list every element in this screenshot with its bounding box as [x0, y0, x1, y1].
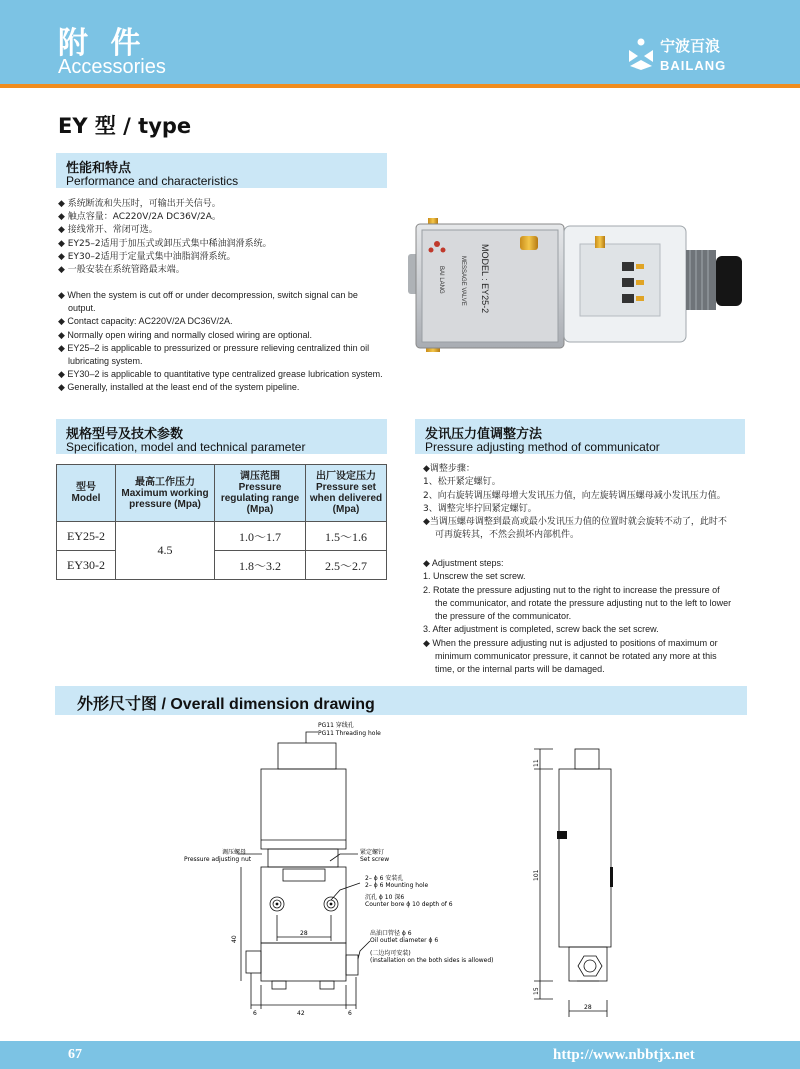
label-bore-en: Counter bore ϕ 10 depth of 6	[365, 901, 453, 908]
label-bore-cn: 沉孔 ϕ 10 深6	[365, 894, 405, 901]
list-item: ◆ 一般安装在系统管路最末端。	[58, 265, 185, 276]
dim-15: 15	[533, 987, 540, 995]
dim-40: 40	[231, 935, 238, 943]
list-item: ◆ EY30–2适用于定量式集中油脂润滑系统。	[58, 251, 236, 262]
performance-section-header	[56, 153, 387, 188]
list-item: ◆ When the system is cut off or under decompression, switch signal can be output.	[58, 290, 358, 314]
table-row: EY30-2 1.8～3.2 2.5～2.7	[57, 551, 387, 580]
table-header-max-pressure: 最高工作压力 Maximum working pressure (Mpa)	[116, 465, 215, 522]
list-item: ◆ Contact capacity: AC220V/2A DC36V/2A.	[58, 316, 233, 327]
table-header-range: 调压范围 Pressure regulating range (Mpa)	[215, 465, 306, 522]
label-both-cn: (二边均可安装)	[370, 950, 411, 957]
table-row: EY25-2 4.5 1.0～1.7 1.5～1.6	[57, 522, 387, 551]
adjust-title-cn: 发讯压力值调整方法	[425, 427, 543, 442]
list-item: ◆ EY25–2适用于加压式或卸压式集中稀油润滑系统。	[58, 238, 272, 249]
dim-28-side: 28	[584, 1004, 592, 1011]
label-both-en: (installation on the both sides is allowed)	[370, 957, 494, 964]
label-pg11-cn: PG11 穿线孔	[318, 722, 354, 729]
label-outlet-cn: 出油口管径 ϕ 6	[370, 930, 412, 937]
dim-101: 101	[533, 869, 540, 881]
photo-label-model: MODEL : EY25-2	[480, 244, 490, 314]
page-number: 67	[68, 1047, 82, 1062]
table-header-model: 型号 Model	[57, 465, 116, 522]
dim-28-front: 28	[300, 930, 308, 937]
max-pressure-cell: 4.5	[116, 522, 215, 580]
label-nut-en: Pressure adjusting nut	[184, 856, 252, 863]
brand-logo-icon	[626, 36, 656, 72]
list-item: ◆ 触点容量：AC220V/2A DC36V/2A。	[58, 212, 221, 223]
adjust-title-en: Pressure adjusting method of communicator	[425, 440, 660, 454]
performance-title-en: Performance and characteristics	[66, 174, 239, 188]
drawing-title: 外形尺寸图 / Overall dimension drawing	[77, 696, 375, 713]
performance-list-cn	[58, 198, 383, 277]
header-title-en: Accessories	[58, 56, 166, 78]
website-link[interactable]: http://www.nbbtjx.net	[553, 1047, 695, 1063]
spec-title-cn: 规格型号及技术参数	[66, 427, 184, 442]
dimension-drawing	[0, 715, 800, 1025]
table-header-set-pressure: 出厂设定压力 Pressure set when delivered (Mpa)	[306, 465, 387, 522]
spec-section-header	[56, 419, 387, 454]
page-title: EY 型 / type	[58, 114, 192, 138]
photo-label-msg: MESSAGE VALVE	[460, 256, 466, 306]
list-item: ◆ Generally, installed at the least end of the system pipeline.	[58, 382, 300, 393]
label-set-cn: 紧定螺钉	[360, 849, 385, 856]
label-set-en: Set screw	[360, 856, 390, 863]
list-item: ◆ Normally open wiring and normally closed wiring are optional.	[58, 329, 313, 340]
spec-title-en: Specification, model and technical parameter	[66, 440, 306, 454]
header-accent-line	[0, 84, 800, 88]
dim-6-left: 6	[253, 1010, 257, 1017]
label-outlet-en: Oil outlet diameter ϕ 6	[370, 937, 439, 944]
label-mount-en: 2– ϕ 6 Mounting hole	[365, 882, 429, 889]
list-item: ◆ 接线常开、常闭可选。	[58, 225, 158, 236]
photo-label-brand: BAI LANG	[438, 266, 444, 294]
label-pg11-en: PG11 Threading hole	[318, 730, 381, 737]
list-item: ◆ EY25–2 is applicable to pressurized or pressure relieving centralized thin oil lubricating system.	[58, 342, 370, 367]
label-mount-cn: 2– ϕ 6 安装孔	[365, 875, 404, 882]
brand-name-en: BAILANG	[660, 58, 727, 73]
product-photo	[400, 196, 750, 366]
drawing-section-header	[55, 686, 747, 715]
list-item: ◆ EY30–2 is applicable to quantitative type centralized grease lubrication system.	[58, 369, 383, 380]
adjust-steps-cn: ◆调整步骤： 1、松开紧定螺钉。 2、向右旋转调压螺母增大发讯压力值，向左旋转调压螺母减小发讯压力值。 3、调整完毕拧回紧定螺钉。 ◆当调压螺母调整到最高或最小发讯压力值的位置时就会旋转不动了，此时不 可再旋转其，不然会损坏内部机件。	[423, 464, 727, 541]
performance-title-cn: 性能和特点	[66, 161, 132, 176]
performance-list-en	[58, 289, 383, 395]
adjust-section-header	[415, 419, 745, 454]
list-item: ◆ 系统断流和失压时，可输出开关信号。	[58, 199, 221, 209]
dim-11: 11	[533, 759, 540, 767]
dim-6-right: 6	[348, 1010, 352, 1017]
brand-name-cn: 宁波百浪	[660, 37, 721, 55]
header-title-cn: 附 件	[58, 26, 147, 61]
dim-42: 42	[297, 1010, 305, 1017]
label-nut-cn: 调压螺母	[222, 849, 247, 856]
adjust-steps-en: ◆ Adjustment steps: 1. Unscrew the set screw. 2. Rotate the pressure adjusting nut to the right to increase the pressure of the communicator, and rotate the pressure adjusting nut to the left to lower the pressure of the communicator. 3. After adjustment is completed, screw back the set screw. ◆ When the pressure adjusting nut is adjusted to positions of maximum or minimum communicator pressure, it cannot be rotated any more at this time, or the internal parts will be damaged.	[423, 558, 732, 675]
spec-table	[56, 464, 387, 580]
